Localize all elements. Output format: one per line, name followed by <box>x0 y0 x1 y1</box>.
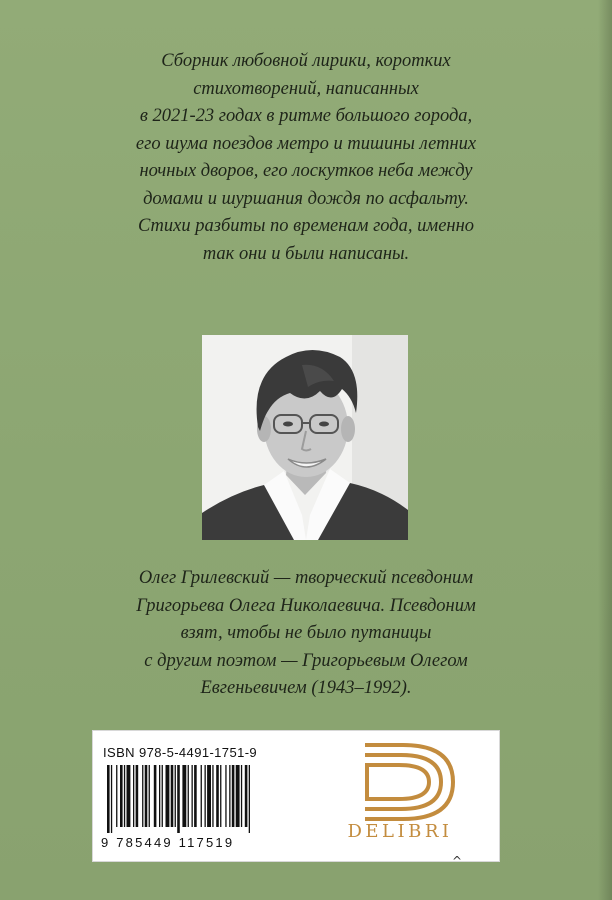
bio-line: Григорьева Олега Николаевича. Псевдоним <box>136 595 476 616</box>
isbn-label: ISBN 978-5-4491-1751-9 <box>103 745 258 760</box>
blurb-line: так они и были написаны. <box>202 243 410 264</box>
blurb-line: домами и шуршания дождя по асфальту. <box>143 188 469 209</box>
blurb-line: Сборник любовной лирики, коротких <box>161 51 451 71</box>
bio-line: взят, чтобы не было путаницы <box>180 623 432 643</box>
publisher-name: DELIBRI <box>347 821 453 842</box>
barcode-image <box>107 765 297 833</box>
blurb-line: в 2021-23 годах в ритме большого города, <box>139 106 473 126</box>
blurb-line: его шума поездов метро и тишины летних <box>135 133 477 154</box>
barcode-digits: 9 785449 117519 <box>101 835 235 850</box>
book-blurb <box>96 48 516 268</box>
bio-line: Олег Грилевский — творческий псевдоним <box>138 568 474 588</box>
bio-line: Евгеньевичем (1943–1992). <box>200 678 412 698</box>
author-photo <box>202 335 408 540</box>
blurb-line: ночных дворов, его лоскутков неба между <box>139 161 473 181</box>
blurb-line: Стихи разбиты по временам года, именно <box>137 216 475 236</box>
author-portrait-image <box>202 335 408 540</box>
author-bio <box>96 565 516 703</box>
blurb-line: стихотворений, написанных <box>193 78 419 99</box>
delibri-logo-icon <box>341 741 459 823</box>
bio-line: с другим поэтом — Григорьевым Олегом <box>144 650 468 671</box>
barcode-sticker <box>92 730 500 862</box>
caret-mark-icon: ^ <box>452 854 463 868</box>
